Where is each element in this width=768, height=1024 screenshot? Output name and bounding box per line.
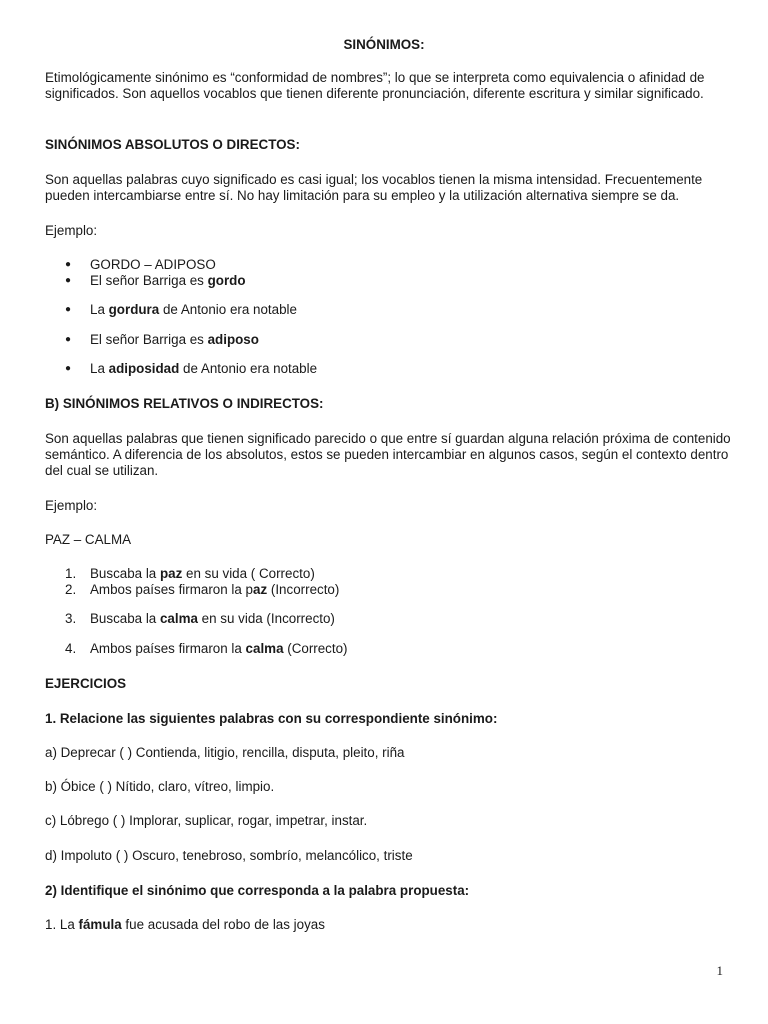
relativos-example-label: Ejemplo: [45, 498, 98, 513]
exercise-1-item-c: c) Lóbrego ( ) Implorar, suplicar, rogar, impetrar, instar. [45, 813, 368, 828]
exercise-2-item-1: 1. La fámula fue acusada del robo de las joyas [45, 917, 325, 932]
bullet-icon: ● [65, 259, 72, 270]
exercise-1-item-d: d) Impoluto ( ) Oscuro, tenebroso, sombrío, melancólico, triste [45, 848, 413, 863]
exercise-1-item-a: a) Deprecar ( ) Contienda, litigio, rencilla, disputa, pleito, riña [45, 745, 405, 760]
exercise-1-prompt: 1. Relacione las siguientes palabras con su correspondiente sinónimo: [45, 711, 498, 726]
relativos-paragraph: Son aquellas palabras que tienen significado parecido o que entre sí guardan alguna relación próxima de contenido semántico. A diferencia de los absolutos, estos se pueden intercambiar en algunos casos, según el contexto dentro del cual se utilizan. [45, 431, 731, 478]
page-number: 1 [716, 963, 723, 978]
exercise-1-item-b: b) Óbice ( ) Nítido, claro, vítreo, limpio. [45, 779, 275, 794]
bullet-icon: ● [65, 363, 72, 374]
exercise-2-prompt: 2) Identifique el sinónimo que corresponda a la palabra propuesta: [45, 883, 470, 898]
bullet-icon: ● [65, 304, 72, 315]
intro-paragraph: Etimológicamente sinónimo es “conformidad de nombres”; lo que se interpreta como equivalencia o afinidad de significados. Son aquellos vocablos que tienen diferente pronunciación, diferente escritura y similar significado. [45, 70, 705, 101]
ejercicios-heading: EJERCICIOS [45, 676, 127, 691]
relativos-pair: PAZ – CALMA [45, 532, 132, 547]
absolutos-paragraph: Son aquellas palabras cuyo significado es casi igual; los vocablos tienen la misma intensidad. Frecuentemente pueden intercambiarse entre sí. No hay limitación para su empleo y la utilización alternativa siempre se da. [45, 172, 703, 203]
absolutos-example-label: Ejemplo: [45, 223, 98, 238]
bullet-icon: ● [65, 334, 72, 345]
absolutos-heading: SINÓNIMOS ABSOLUTOS O DIRECTOS: [45, 137, 300, 152]
page-title: SINÓNIMOS: [343, 37, 425, 52]
document-page: SINÓNIMOS: Etimológicamente sinónimo es “conformidad de nombres”; lo que se interpreta como equivalencia o afinidad de significados. Son aquellos vocablos que tienen diferente pronunciación, diferente escritura y similar significado. SINÓNIMOS ABSOLUTOS O DIRECTOS: Son aquellas palabras cuyo significado es casi igual; los vocablos tienen la misma intensidad. Frecuentemente pueden intercambiarse entre sí. No hay limitación para su empleo y la utilización alternativa siempre se da. Ejemplo: ● GORDO – ADIPOSO ● El señor Barriga es gordo ● La gordura de Antonio era notable ● El señor Barriga es adiposo ● La adiposidad de Antonio era notable B) SINÓNIMOS RELATIVOS O INDIRECTOS: Son aquellas palabras que tienen significado parecido o que entre sí guardan alguna relación próxima de contenido semántico. A diferencia de los absolutos, estos se pueden intercambiar en algunos casos, según el contexto dentro del cual se utilizan. Ejemplo: PAZ – CALMA 1. Buscaba la paz en su vida ( Correcto) 2. Ambos países firmaron la paz (Incorrecto) 3. Buscaba la calma en su vida (Incorrecto) 4. Ambos países firmaron la calma (Correcto) EJERCICIOS 1. Relacione las siguientes palabras con su correspondiente sinónimo: a) Deprecar ( ) Contienda, litigio, rencilla, disputa, pleito, riña b) Óbice ( ) Nítido, claro, vítreo, limpio. c) Lóbrego ( ) Implorar, suplicar, rogar, impetrar, instar. d) Impoluto ( ) Oscuro, tenebroso, sombrío, melancólico, triste 2) Identifique el sinónimo que corresponda a la palabra propuesta: 1. La fámula fue acusada del robo de las joyas 1 [0, 0, 768, 1024]
relativos-heading: B) SINÓNIMOS RELATIVOS O INDIRECTOS: [45, 396, 324, 411]
bullet-icon: ● [65, 275, 72, 286]
